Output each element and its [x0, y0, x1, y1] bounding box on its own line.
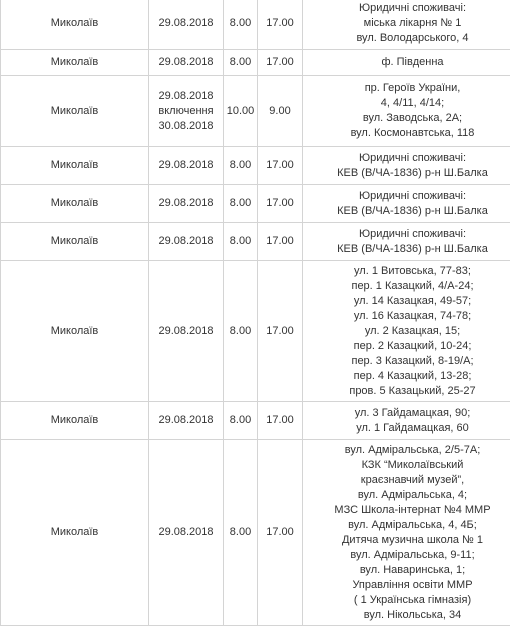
address-line: міська лікарня № 1: [363, 16, 462, 29]
date-line: 30.08.2018: [158, 119, 214, 132]
address-line: ф. Південна: [381, 56, 444, 68]
date-cell: [149, 50, 224, 76]
address-cell: [303, 185, 510, 223]
start-time-cell: 8.00: [224, 261, 258, 402]
address-line: ул. 3 Гайдамацкая, 90;: [354, 406, 471, 419]
start-time-cell: 8.00: [224, 50, 258, 76]
date-line: 29.08.2018: [158, 197, 214, 209]
address-line: пер. 3 Казацкий, 8-19/А;: [351, 354, 474, 367]
address-line: КЕВ (В/ЧА-1836) р-н Ш.Балка: [337, 166, 488, 179]
address-line: вул. Нікольська, 34: [363, 608, 462, 621]
city-cell: Миколаїв: [1, 50, 149, 76]
date-cell: [149, 261, 224, 402]
table-row: [1, 223, 510, 261]
address-line: КЗК “Миколаївський: [361, 458, 464, 471]
date-cell: [149, 440, 224, 626]
table-row: [1, 50, 510, 76]
table-row: [1, 402, 510, 440]
address-cell: [303, 440, 510, 626]
address-line: 4, 4/11, 4/14;: [380, 97, 445, 109]
date-cell: [149, 147, 224, 185]
city-cell: Миколаїв: [1, 440, 149, 626]
start-time-cell: 8.00: [224, 185, 258, 223]
date-line: 29.08.2018: [158, 324, 214, 337]
end-time-cell: 17.00: [258, 261, 303, 402]
address-line: МЗС Школа-інтернат №4 ММР: [334, 503, 491, 516]
city-cell: Миколаїв: [1, 261, 149, 402]
address-line: Дитяча музична школа № 1: [341, 533, 484, 546]
address-cell: [303, 402, 510, 440]
date-line: 29.08.2018: [158, 89, 214, 102]
table-row: [1, 76, 510, 147]
address-cell: [303, 76, 510, 147]
address-line: Юридичні споживачі:: [358, 189, 467, 202]
address-line: ул. 14 Казацкая, 49-57;: [353, 294, 472, 307]
end-time-cell: 17.00: [258, 0, 303, 50]
address-line: Юридичні споживачі:: [358, 227, 467, 240]
address-line: пр. Героїв України,: [364, 82, 461, 94]
address-line: вул. Адміральська, 4;: [357, 488, 468, 501]
address-line: пер. 2 Казацкий, 10-24;: [353, 339, 472, 352]
date-cell: [149, 76, 224, 147]
address-line: вул. Адміральська, 2/5-7А;: [344, 443, 481, 456]
start-time-cell: 8.00: [224, 440, 258, 626]
date-line: 29.08.2018: [158, 526, 214, 538]
city-cell: Миколаїв: [1, 223, 149, 261]
end-time-cell: 17.00: [258, 185, 303, 223]
address-line: вул. Володарського, 4: [356, 31, 469, 44]
address-line: ( 1 Українська гімназія): [353, 593, 472, 606]
date-cell: [149, 185, 224, 223]
address-line: Управління освіти ММР: [352, 578, 473, 591]
address-line: краєзнавчий музей”,: [360, 473, 465, 486]
address-line: пер. 1 Казацкий, 4/А-24;: [351, 279, 474, 292]
address-line: Юридичні споживачі:: [358, 151, 467, 164]
date-line: включення: [158, 104, 214, 117]
address-line: вул. Заводська, 2А;: [362, 112, 463, 124]
address-cell: [303, 261, 510, 402]
date-line: 29.08.2018: [158, 56, 214, 68]
address-line: Юридичні споживачі:: [358, 1, 467, 14]
city-cell: Миколаїв: [1, 76, 149, 147]
city-cell: Миколаїв: [1, 185, 149, 223]
end-time-cell: 17.00: [258, 147, 303, 185]
address-line: вул. Адміральська, 4, 4Б;: [348, 518, 477, 531]
address-cell: [303, 50, 510, 76]
start-time-cell: 8.00: [224, 402, 258, 440]
date-line: 29.08.2018: [158, 235, 214, 247]
address-line: вул. Адміральська, 9-11;: [350, 548, 475, 561]
address-line: КЕВ (В/ЧА-1836) р-н Ш.Балка: [337, 242, 488, 255]
address-line: пер. 4 Казацкий, 13-28;: [353, 369, 472, 382]
date-line: 29.08.2018: [158, 159, 214, 171]
address-line: вул. Космонавтська, 118: [350, 127, 475, 139]
start-time-cell: 8.00: [224, 147, 258, 185]
city-cell: Миколаїв: [1, 402, 149, 440]
date-line: 29.08.2018: [158, 16, 214, 29]
table-row: [1, 261, 510, 402]
start-time-cell: 8.00: [224, 223, 258, 261]
start-time-cell: 10.00: [224, 76, 258, 147]
end-time-cell: 17.00: [258, 223, 303, 261]
table-row: [1, 0, 510, 50]
address-cell: [303, 223, 510, 261]
table-body: [1, 0, 510, 626]
address-line: ул. 16 Казацкая, 74-78;: [353, 309, 472, 322]
address-cell: [303, 147, 510, 185]
date-cell: [149, 0, 224, 50]
address-line: ул. 1 Витовська, 77-83;: [354, 264, 471, 277]
date-cell: [149, 223, 224, 261]
address-line: вул. Наваринська, 1;: [359, 563, 466, 576]
address-line: КЕВ (В/ЧА-1836) р-н Ш.Балка: [337, 204, 488, 217]
address-line: ул. 1 Гайдамацкая, 60: [356, 421, 469, 434]
table-row: [1, 440, 510, 626]
date-cell: [149, 402, 224, 440]
address-cell: [303, 0, 510, 50]
address-line: пров. 5 Казацький, 25-27: [349, 384, 476, 397]
end-time-cell: 17.00: [258, 50, 303, 76]
end-time-cell: 17.00: [258, 402, 303, 440]
city-cell: Миколаїв: [1, 147, 149, 185]
city-cell: Миколаїв: [1, 0, 149, 50]
date-line: 29.08.2018: [158, 414, 214, 426]
end-time-cell: 17.00: [258, 440, 303, 626]
end-time-cell: 9.00: [258, 76, 303, 147]
start-time-cell: 8.00: [224, 0, 258, 50]
table-row: [1, 147, 510, 185]
table-row: [1, 185, 510, 223]
address-line: ул. 2 Казацкая, 15;: [364, 324, 461, 337]
